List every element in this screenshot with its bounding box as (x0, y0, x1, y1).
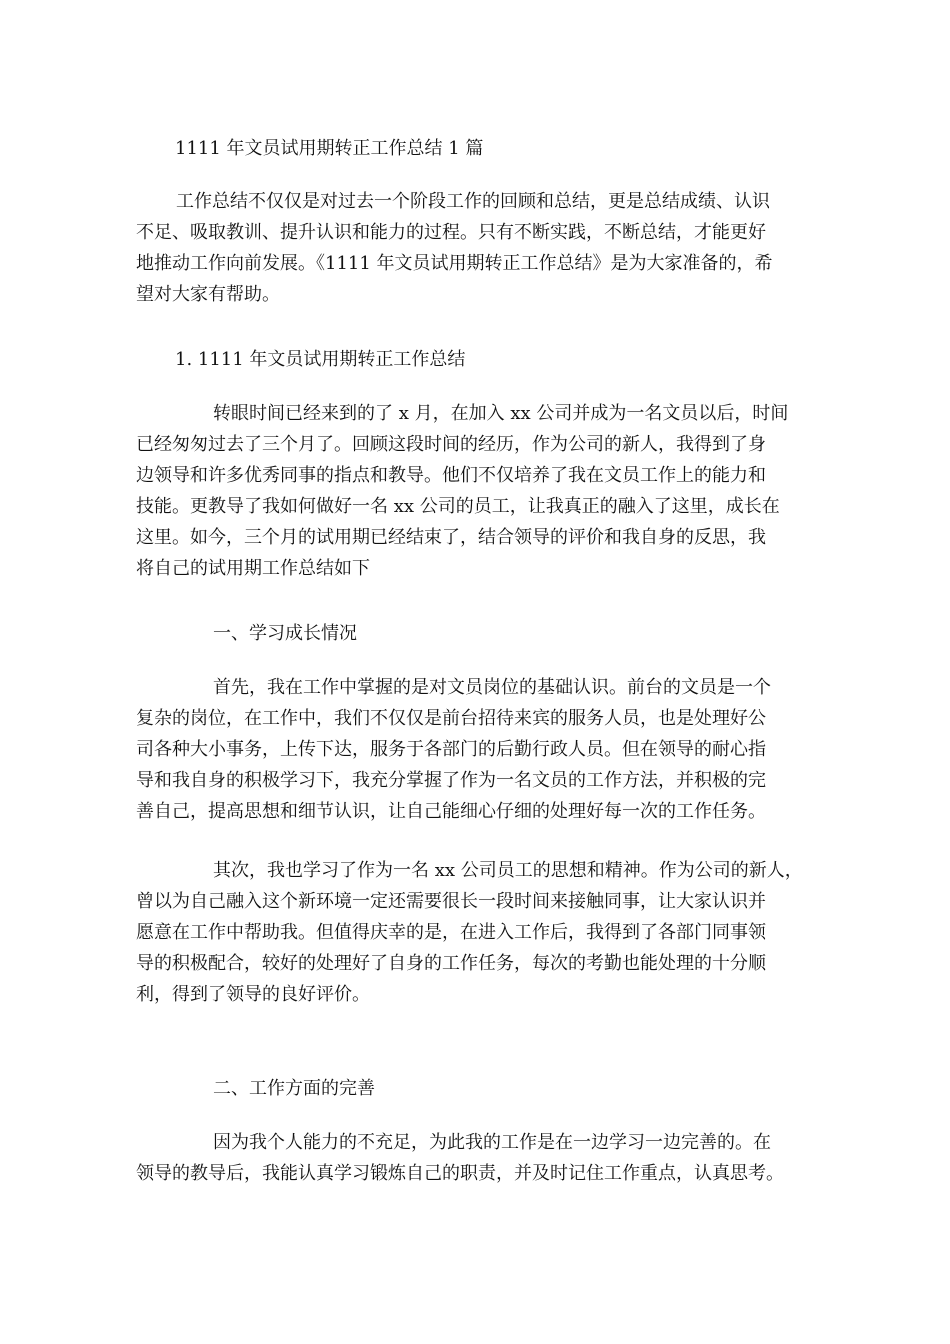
heading-work-improvement-text: 二、工作方面的完善 (213, 1078, 375, 1099)
paragraph-3 (136, 855, 826, 1010)
section-heading-text: 1. 1111 年文员试用期转正工作总结 (175, 349, 466, 370)
intro-line: 望对大家有帮助。 (136, 284, 280, 305)
paragraph-line: 因为我个人能力的不充足，为此我的工作是在一边学习一边完善的。在 (213, 1132, 771, 1153)
paragraph-line: 复杂的岗位，在工作中，我们不仅仅是前台招待来宾的服务人员，也是处理好公 (136, 708, 766, 729)
paragraph-1 (136, 398, 826, 584)
paragraph-line: 首先，我在工作中掌握的是对文员岗位的基础认识。前台的文员是一个 (213, 677, 771, 698)
paragraph-line: 导和我自身的积极学习下，我充分掌握了作为一名文员的工作方法，并积极的完 (136, 770, 766, 791)
paragraph-line: 已经匆匆过去了三个月了。回顾这段时间的经历，作为公司的新人，我得到了身 (136, 434, 766, 455)
paragraph-line: 曾以为自己融入这个新环境一定还需要很长一段时间来接触同事，让大家认识并 (136, 891, 766, 912)
paragraph-line: 愿意在工作中帮助我。但值得庆幸的是，在进入工作后，我得到了各部门同事领 (136, 922, 766, 943)
paragraph-line: 将自己的试用期工作总结如下 (136, 558, 370, 579)
paragraph-line: 这里。如今，三个月的试用期已经结束了，结合领导的评价和我自身的反思，我 (136, 527, 766, 548)
paragraph-2 (136, 672, 826, 827)
intro-line: 不足、吸取教训、提升认识和能力的过程。只有不断实践，不断总结，才能更好 (136, 222, 766, 243)
paragraph-4 (136, 1127, 826, 1189)
document-title-text: 1111 年文员试用期转正工作总结 1 篇 (175, 138, 484, 159)
intro-line: 地推动工作向前发展。《1111 年文员试用期转正工作总结》是为大家准备的，希 (136, 253, 773, 274)
paragraph-line: 利，得到了领导的良好评价。 (136, 984, 370, 1005)
paragraph-line: 其次，我也学习了作为一名 xx 公司员工的思想和精神。作为公司的新人， (213, 860, 803, 881)
intro-line: 工作总结不仅仅是对过去一个阶段工作的回顾和总结，更是总结成绩、认识 (176, 191, 770, 212)
paragraph-line: 司各种大小事务，上传下达，服务于各部门的后勤行政人员。但在领导的耐心指 (136, 739, 766, 760)
paragraph-line: 领导的教导后，我能认真学习锻炼自己的职责，并及时记住工作重点，认真思考。 (136, 1163, 784, 1184)
paragraph-line: 技能。更教导了我如何做好一名 xx 公司的员工，让我真正的融入了这里，成长在 (136, 496, 780, 517)
paragraph-line: 转眼时间已经来到的了 x 月，在加入 xx 公司并成为一名文员以后，时间 (213, 403, 789, 424)
paragraph-line: 善自己，提高思想和细节认识，让自己能细心仔细的处理好每一次的工作任务。 (136, 801, 766, 822)
heading-learning-growth (213, 618, 357, 649)
document-title (175, 133, 483, 164)
heading-learning-growth-text: 一、学习成长情况 (213, 623, 357, 644)
heading-work-improvement (213, 1073, 375, 1104)
paragraph-line: 边领导和许多优秀同事的指点和教导。他们不仅培养了我在文员工作上的能力和 (136, 465, 766, 486)
section-heading (175, 344, 465, 375)
paragraph-line: 导的积极配合，较好的处理好了自身的工作任务，每次的考勤也能处理的十分顺 (136, 953, 766, 974)
intro-paragraph (136, 186, 826, 310)
